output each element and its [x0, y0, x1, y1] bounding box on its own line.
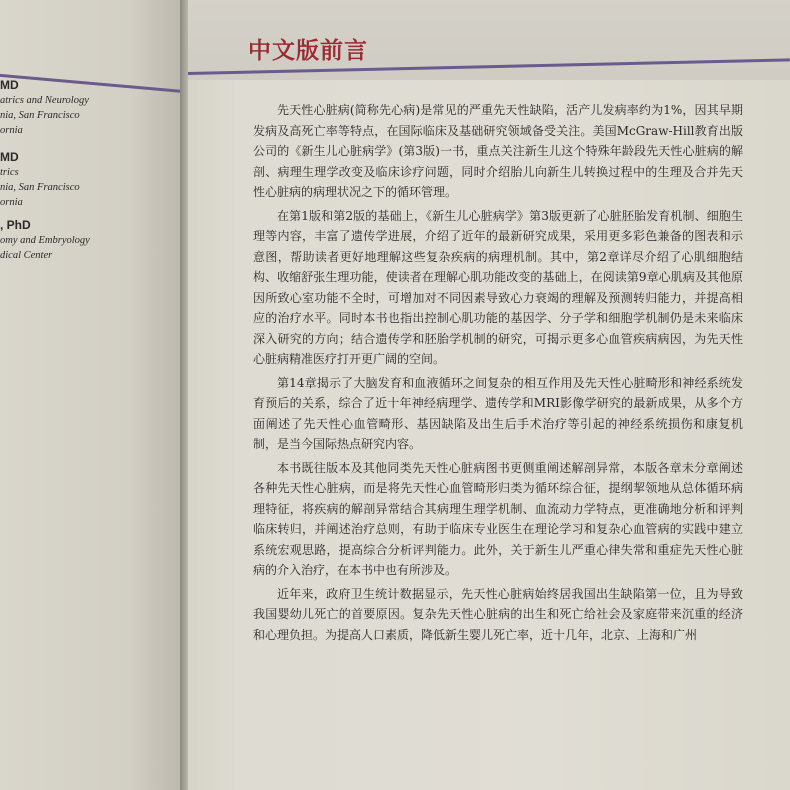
author-credit-1	[0, 78, 89, 138]
author-affiliation-line: nia, San Francisco	[0, 110, 80, 121]
preface-body	[253, 100, 743, 645]
author-affiliation-line: ornia	[0, 125, 23, 136]
author-credit-3	[0, 218, 90, 263]
paragraph: 在第1版和第2版的基础上，《新生儿心脏病学》第3版更新了心脏胚胎发育机制、细胞生理等内容，丰富了遗传学进展，介绍了近年的最新研究成果，采用更多彩色兼备的图表和示意图，帮助读者更好地理解这些复杂疾病的病理机制。其中，第2章详尽介绍了心肌细胞结构、收缩舒张生理功能，使读者在理解心肌功能改变的基础上，在阅读第9章心肌病及其他原因所致心室功能不全时，可增加对不同因素导致心力衰竭的理解及预测转归能力，并提高相应的治疗水平。同时本书也指出控制心肌功能的基因学、分子学和细胞学机制仍是未来临床深入研究的方向；结合遗传学和胚胎学机制的研究，可揭示更多心血管疾病病因，为先天性心脏病精准医疗打开更广阔的空间。	[253, 208, 743, 366]
paragraph: 本书既往版本及其他同类先天性心脏病图书更侧重阐述解剖异常，本版各章未分章阐述各种先天性心脏病，而是将先天性心血管畸形归类为循环综合征，提纲挈领地从总体循环病理特征，将疾病的解剖异常结合其病理生理学机制、血流动力学特点，更准确地分析和评判临床转归，并阐述治疗总则，有助于临床专业医生在理论学习和复杂心血管病的实践中建立系统宏观思路，提高综合分析评判能力。此外，关于新生儿严重心律失常和重症先天性心脏病的介入治疗，在本书中也有所涉及。	[253, 460, 743, 577]
right-page	[188, 0, 790, 790]
author-credit-2	[0, 150, 80, 210]
left-page	[0, 0, 186, 790]
author-affiliation-line: omy and Embryology	[0, 235, 90, 246]
page-title: 中文版前言	[248, 38, 368, 64]
author-name: , PhD	[0, 218, 31, 232]
author-affiliation-line: trics	[0, 167, 19, 178]
author-name: MD	[0, 150, 19, 164]
author-affiliation-line: dical Center	[0, 250, 53, 261]
paragraph: 第14章揭示了大脑发育和血液循环之间复杂的相互作用及先天性心脏畸形和神经系统发育预后的关系，综合了近十年神经病理学、遗传学和MRI影像学研究的最新成果，从多个方面阐述了先天性心血管畸形、基因缺陷及出生后手术治疗等引起的神经系统损伤和康复机制，是当今国际热点研究内容。	[253, 375, 743, 451]
author-name: MD	[0, 78, 19, 92]
author-affiliation-line: nia, San Francisco	[0, 182, 80, 193]
author-affiliation-line: ornia	[0, 197, 23, 208]
paragraph: 先天性心脏病(简称先心病)是常见的严重先天性缺陷，活产儿发病率约为1%，因其早期发病及高死亡率等特点，在国际临床及基础研究领域备受关注。美国McGraw-Hill教育出版公司的《新生儿心脏病学》(第3版)一书，重点关注新生儿这个特殊年龄段先天性心脏病的解剖、病理生理学改变及临床诊疗问题，同时介绍胎儿向新生儿转换过程中的生理及合并先天性心脏病的病理状况之下的循环管理。	[253, 103, 743, 199]
paragraph: 近年来，政府卫生统计数据显示，先天性心脏病始终居我国出生缺陷第一位，且为导致我国婴幼儿死亡的首要原因。复杂先天性心脏病的出生和死亡给社会及家庭带来沉重的经济和心理负担。为提高人口素质，降低新生婴儿死亡率，近十几年，北京、上海和广州	[253, 586, 743, 642]
author-affiliation-line: atrics and Neurology	[0, 95, 89, 106]
